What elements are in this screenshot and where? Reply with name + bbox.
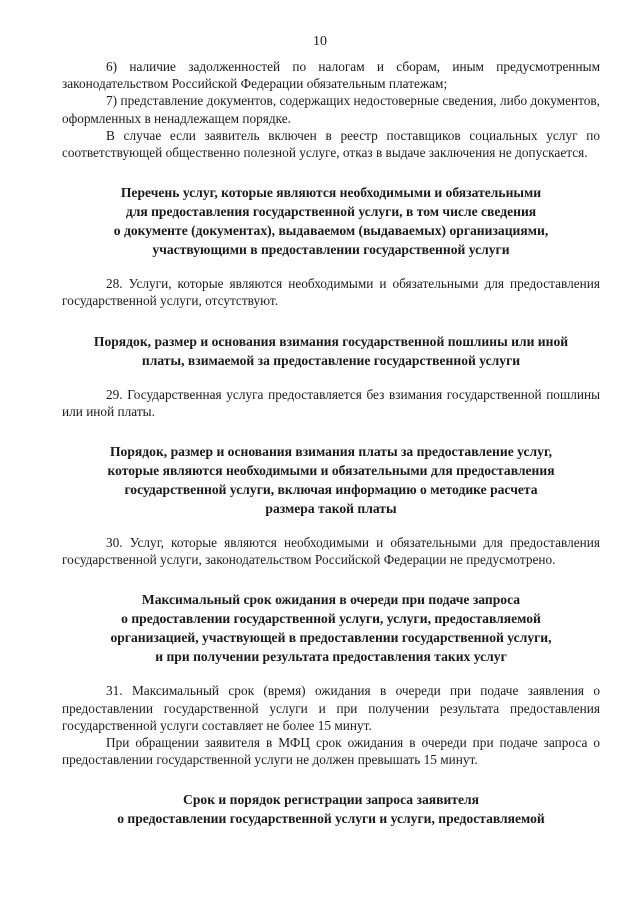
paragraph-item-7: 7) представление документов, содержащих недостоверные сведения, либо документов, оформленных в ненадлежащем порядке. bbox=[62, 93, 600, 126]
heading-line: организацией, участвующей в предоставлении государственной услуги, bbox=[110, 630, 552, 646]
heading-line: государственной услуги, включая информацию о методике расчета bbox=[124, 482, 538, 498]
heading-line: платы, взимаемой за предоставление государственной услуги bbox=[141, 352, 521, 368]
heading-line: которые являются необходимыми и обязательными для предоставления bbox=[107, 463, 555, 479]
paragraph-item-6: 6) наличие задолженностей по налогам и сборам, иным предусмотренным законодательством Российской Федерации обязательным платежам; bbox=[62, 59, 600, 92]
heading-line: для предоставления государственной услуги, в том числе сведения bbox=[125, 204, 537, 220]
heading-line: о документе (документах), выдаваемом (выдаваемых) организациями, bbox=[113, 223, 549, 239]
heading-line: о предоставлении государственной услуги и услуги, предоставляемой bbox=[117, 811, 545, 827]
heading-line: Срок и порядок регистрации запроса заявителя bbox=[183, 792, 479, 808]
page-number: 10 bbox=[313, 34, 327, 49]
paragraph-mfc-waiting-time: При обращении заявителя в МФЦ срок ожидания в очереди при подаче запроса о предоставлении государственной услуги не должен превышать 15 минут. bbox=[62, 735, 600, 768]
heading-line: Порядок, размер и основания взимания платы за предоставление услуг, bbox=[109, 444, 553, 460]
section-heading-request-registration bbox=[62, 790, 600, 828]
section-heading-fee-for-required-services bbox=[62, 442, 600, 518]
paragraph-28: 28. Услуги, которые являются необходимыми и обязательными для предоставления государственной услуги, отсутствуют. bbox=[62, 276, 600, 309]
heading-line: Перечень услуг, которые являются необходимыми и обязательными bbox=[120, 185, 542, 201]
paragraph-30: 30. Услуг, которые являются необходимыми и обязательными для предоставления государственной услуги, законодательством Российской Федерации не предусмотрено. bbox=[62, 535, 600, 568]
section-heading-queue-waiting-time bbox=[62, 590, 600, 666]
heading-line: и при получении результата предоставления таких услуг bbox=[155, 649, 507, 665]
section-heading-required-services bbox=[62, 183, 600, 259]
section-heading-state-fee bbox=[62, 332, 600, 370]
heading-line: размера такой платы bbox=[265, 501, 397, 517]
heading-line: Порядок, размер и основания взимания государственной пошлины или иной bbox=[93, 333, 569, 349]
heading-line: о предоставлении государственной услуги, услуги, предоставляемой bbox=[121, 611, 541, 627]
heading-line: участвующими в предоставлении государственной услуги bbox=[152, 242, 510, 258]
paragraph-29: 29. Государственная услуга предоставляется без взимания государственной пошлины или иной платы. bbox=[62, 386, 600, 419]
heading-line: Максимальный срок ожидания в очереди при подаче запроса bbox=[141, 592, 521, 608]
page-content bbox=[62, 58, 600, 828]
paragraph-refusal-not-allowed: В случае если заявитель включен в реестр поставщиков социальных услуг по соответствующей общественно полезной услуге, отказ в выдаче заключения не допускается. bbox=[62, 127, 600, 161]
paragraph-31: 31. Максимальный срок (время) ожидания в очереди при подаче заявления о предоставлении государственной услуги и при получении результата предоставления государственной услуги составляет не более 15 минут. bbox=[62, 683, 600, 733]
